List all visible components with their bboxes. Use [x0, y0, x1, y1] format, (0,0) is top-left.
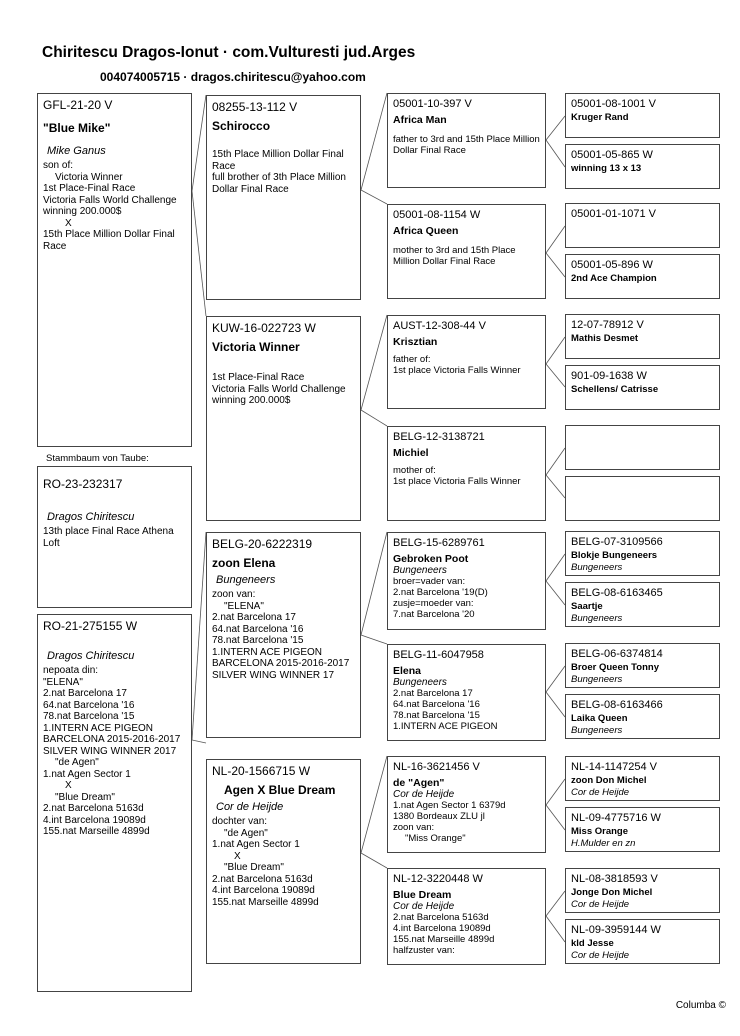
note-line: 1st place Victoria Falls Winner	[393, 365, 521, 376]
note-line: 2.nat Barcelona 5163d	[43, 803, 144, 814]
note-line: 2.nat Barcelona 17	[393, 688, 473, 699]
pigeon-name: Africa Queen	[393, 225, 459, 237]
pigeon-name: Schellens/ Catrisse	[571, 384, 659, 395]
note-line: 64.nat Barcelona '16	[43, 699, 135, 711]
connector-line	[546, 692, 565, 717]
pigeon-name: Gebroken Poot	[393, 553, 469, 565]
note-line: nepoata din:	[43, 665, 99, 676]
parent-card[interactable]	[206, 95, 361, 300]
ring-number: NL-09-4775716 W	[571, 812, 661, 824]
ring-number: NL-16-3621456 V	[393, 761, 480, 773]
note-line: 155.nat Marseille 4899d	[393, 934, 495, 945]
pigeon-name: Saartje	[571, 601, 603, 612]
great-grandparent-card[interactable]	[565, 425, 720, 470]
note-line: halfzuster van:	[393, 945, 455, 956]
pigeon-name: Blue Dream	[393, 889, 452, 901]
ring-number: NL-08-3818593 V	[571, 873, 658, 885]
ring-number: NL-12-3220448 W	[393, 873, 483, 885]
note-line: 15th Place Million Dollar Final Race	[212, 149, 344, 172]
pigeon-name: Africa Man	[393, 114, 447, 126]
note-line: 155.nat Marseille 4899d	[212, 896, 319, 908]
ring-number: BELG-07-3109566	[571, 536, 663, 548]
note-line: 4.int Barcelona 19089d	[393, 923, 491, 934]
connector-line	[361, 532, 387, 635]
note-line: 1.nat Agen Sector 1	[212, 839, 300, 850]
owner-name: Bungeneers	[393, 677, 447, 688]
connector-line	[546, 779, 565, 805]
note-line: "Blue Dream"	[224, 862, 284, 873]
connector-line	[361, 190, 387, 204]
ring-number: BELG-12-3138721	[393, 431, 485, 443]
connector-line	[192, 532, 206, 740]
connector-line	[361, 853, 387, 868]
great-grandparent-card[interactable]	[565, 476, 720, 521]
note-line: father of:	[393, 354, 431, 365]
note-line: X	[65, 217, 72, 229]
connector-line	[546, 140, 565, 167]
owner-name: Bungeneers	[571, 725, 623, 736]
connector-line	[192, 95, 206, 191]
note-line: dochter van:	[212, 816, 268, 827]
page-title: Chiritescu Dragos-Ionut · com.Vulturesti jud.Arges	[42, 44, 416, 61]
note-line: 78.nat Barcelona '15	[43, 711, 135, 722]
great-grandparent-card[interactable]	[565, 919, 720, 964]
ring-number: 12-07-78912 V	[571, 319, 644, 331]
connector-line	[546, 891, 565, 916]
connector-line	[546, 916, 565, 942]
ring-number: 05001-10-397 V	[393, 98, 472, 110]
grandparent-card[interactable]	[387, 756, 546, 853]
connector-line	[192, 740, 206, 743]
ring-number: KUW-16-022723 W	[212, 321, 316, 335]
connector-line	[546, 337, 565, 364]
ring-number: BELG-08-6163465	[571, 587, 663, 599]
note-line: 4.int Barcelona 19089d	[212, 885, 315, 896]
note-line: "de Agen"	[224, 827, 268, 839]
grandparent-card[interactable]	[387, 644, 546, 741]
owner-name: Bungeneers	[393, 565, 447, 576]
note-line: 155.nat Marseille 4899d	[43, 826, 150, 837]
subject-card[interactable]	[37, 93, 192, 447]
owner-name: Cor de Heijde	[571, 787, 630, 798]
ring-number: 05001-05-865 W	[571, 149, 653, 161]
ring-number: 05001-05-896 W	[571, 259, 653, 271]
connector-line	[546, 581, 565, 605]
note-line: son of:	[43, 160, 74, 171]
pigeon-name: Blokje Bungeneers	[571, 550, 658, 561]
grandparent-card[interactable]	[387, 868, 546, 965]
great-grandparent-card[interactable]	[565, 694, 720, 739]
note-line: 2.nat Barcelona 17	[43, 688, 127, 699]
note-line: winning 200.000$	[212, 395, 291, 406]
note-line: Victoria Falls World Challenge	[43, 194, 177, 206]
note-line: 1.nat Agen Sector 1 6379d	[393, 800, 506, 811]
ring-number: AUST-12-308-44 V	[393, 320, 486, 332]
pigeon-name: Victoria Winner	[212, 340, 300, 354]
ring-number: BELG-08-6163466	[571, 699, 663, 711]
pigeon-name: Schirocco	[212, 119, 271, 133]
note-line: 1st Place-Final Race	[43, 183, 136, 194]
owner-name: Cor de Heijde	[216, 801, 284, 813]
note-line: 1380 Bordeaux ZLU jl	[393, 811, 485, 822]
connector-line	[361, 93, 387, 190]
note-line: 2.nat Barcelona 5163d	[393, 912, 489, 923]
ring-number: 05001-08-1001 V	[571, 98, 657, 110]
note-line: Victoria Winner	[55, 171, 123, 183]
parent-card[interactable]	[206, 532, 361, 738]
note-line: broer=vader van:	[393, 576, 466, 587]
connector-line	[546, 666, 565, 692]
great-grandparent-card[interactable]	[565, 868, 720, 913]
ring-number: RO-21-275155 W	[43, 619, 138, 633]
note-line: 13th place Final Race Athena Loft	[43, 526, 174, 549]
note-line: 2.nat Barcelona '19(D)	[393, 587, 488, 598]
ring-number: GFL-21-20 V	[43, 98, 113, 112]
note-line: Victoria Falls World Challenge	[212, 383, 346, 395]
ring-number: BELG-20-6222319	[212, 537, 313, 551]
great-grandparent-card[interactable]	[565, 756, 720, 801]
ring-number: 05001-08-1154 W	[393, 209, 481, 221]
note-line: SILVER WING WINNER 2017	[43, 745, 177, 757]
parent-card[interactable]	[206, 316, 361, 521]
connector-line	[546, 364, 565, 387]
pigeon-name: Krisztian	[393, 336, 438, 348]
owner-name: Cor de Heijde	[571, 950, 630, 961]
note-line: 7.nat Barcelona '20	[393, 609, 475, 620]
connector-line	[546, 253, 565, 277]
note-line: 1st Place-Final Race	[212, 372, 305, 383]
ring-number: 08255-13-112 V	[212, 100, 298, 114]
note-line: full brother of 3th Place Million Dollar Final Race	[212, 172, 346, 195]
note-line: 2.nat Barcelona 17	[212, 612, 296, 623]
connector-line	[361, 410, 387, 426]
pigeon-name: zoon Don Michel	[571, 775, 647, 786]
note-line: 4.int Barcelona 19089d	[43, 814, 146, 826]
pigeon-name: Agen X Blue Dream	[224, 783, 336, 797]
owner-name: Dragos Chiritescu	[47, 511, 135, 523]
connector-line	[546, 475, 565, 498]
note-line: "Blue Dream"	[55, 791, 115, 803]
grandparent-card[interactable]	[387, 315, 546, 409]
great-grandparent-card[interactable]	[565, 203, 720, 248]
great-grandparent-card[interactable]	[565, 314, 720, 359]
owner-name: Dragos Chiritescu	[47, 650, 135, 662]
note-line: X	[234, 850, 241, 862]
ring-number: NL-20-1566715 W	[212, 764, 311, 778]
note-line: mother of:	[393, 465, 436, 476]
pigeon-name: kld Jesse	[571, 938, 614, 949]
pigeon-name: Jonge Don Michel	[571, 887, 653, 898]
ring-number: BELG-11-6047958	[393, 649, 484, 661]
note-line: 1.INTERN ACE PIGEON	[212, 646, 323, 658]
pigeon-name: zoon Elena	[212, 556, 276, 570]
connector-line	[546, 554, 565, 581]
footer-credit: Columba ©	[675, 1000, 726, 1011]
note-line: zusje=moeder van:	[393, 598, 474, 609]
connector-line	[361, 315, 387, 410]
note-line: zoon van:	[393, 822, 435, 833]
note-line: 78.nat Barcelona '15	[212, 635, 304, 646]
pigeon-name: de "Agen"	[393, 777, 445, 789]
great-grandparent-card[interactable]	[565, 643, 720, 688]
great-grandparent-card[interactable]	[565, 365, 720, 410]
note-line: 15th Place Million Dollar Final Race	[43, 229, 175, 252]
connector-line	[546, 448, 565, 475]
pedigree-label: Stammbaum von Taube:	[38, 452, 192, 465]
ring-number: BELG-15-6289761	[393, 537, 485, 549]
ring-number: 901-09-1638 W	[571, 370, 647, 382]
ring-number: NL-14-1147254 V	[571, 761, 658, 773]
great-grandparent-card[interactable]	[565, 93, 720, 138]
owner-name: Cor de Heijde	[393, 901, 455, 912]
note-line: 2.nat Barcelona 5163d	[212, 873, 313, 885]
great-grandparent-card[interactable]	[565, 807, 720, 852]
note-line: "ELENA"	[224, 600, 264, 612]
great-grandparent-card[interactable]	[565, 531, 720, 576]
connector-line	[546, 116, 565, 140]
great-grandparent-card[interactable]	[565, 254, 720, 299]
pigeon-name: "Blue Mike"	[43, 121, 111, 135]
grandparent-card[interactable]	[387, 426, 546, 521]
owner-name: Cor de Heijde	[571, 899, 630, 910]
pigeon-name: Broer Queen Tonny	[571, 662, 659, 673]
ring-number: BELG-06-6374814	[571, 648, 663, 660]
note-line: winning 200.000$	[43, 206, 122, 217]
pigeon-name: Laika Queen	[571, 713, 628, 724]
grandparent-card[interactable]	[387, 532, 546, 630]
note-line: 1.INTERN ACE PIGEON BARCELONA 2015-2016-2017	[43, 722, 181, 745]
great-grandparent-card[interactable]	[565, 144, 720, 189]
note-line: "de Agen"	[55, 757, 99, 768]
connector-line	[546, 226, 565, 253]
owner-name: Bungeneers	[571, 674, 623, 685]
pigeon-name: Mathis Desmet	[571, 333, 639, 344]
ring-number: NL-09-3959144 W	[571, 924, 661, 936]
pigeon-name: Michiel	[393, 447, 429, 459]
pigeon-card[interactable]	[37, 466, 192, 608]
note-line: 1st place Victoria Falls Winner	[393, 476, 521, 487]
note-line: zoon van:	[212, 589, 256, 600]
ring-number: 05001-01-1071 V	[571, 208, 657, 220]
owner-name: Bungeneers	[571, 562, 623, 573]
owner-name: Mike Ganus	[47, 145, 106, 157]
note-line: 78.nat Barcelona '15	[393, 710, 480, 721]
note-line: mother to 3rd and 15th Place Million Dollar Final Race	[393, 245, 516, 267]
owner-name: H.Mulder en zn	[571, 838, 636, 849]
parent-card[interactable]	[206, 759, 361, 964]
note-line: 1.nat Agen Sector 1	[43, 768, 131, 780]
connector-line	[361, 635, 387, 644]
pigeon-card[interactable]	[37, 614, 192, 992]
note-line: 1.INTERN ACE PIGEON	[393, 721, 498, 732]
note-line: SILVER WING WINNER 17	[212, 669, 335, 681]
great-grandparent-card[interactable]	[565, 582, 720, 627]
grandparent-card[interactable]	[387, 93, 546, 188]
owner-name: Bungeneers	[216, 574, 276, 586]
note-line: "ELENA"	[43, 676, 83, 688]
pigeon-name: winning 13 x 13	[571, 163, 642, 174]
note-line: X	[65, 780, 72, 791]
note-line: "Miss Orange"	[405, 833, 466, 844]
owner-name: Cor de Heijde	[393, 789, 455, 800]
pigeon-name: Elena	[393, 665, 422, 677]
note-line: 64.nat Barcelona '16	[212, 623, 304, 635]
note-line: 64.nat Barcelona '16	[393, 699, 480, 710]
connector-line	[546, 805, 565, 830]
pigeon-name: 2nd Ace Champion	[571, 273, 657, 284]
pigeon-name: Miss Orange	[571, 826, 629, 837]
contact-line: 004074005715 · dragos.chiritescu@yahoo.com	[100, 70, 366, 84]
pigeon-name: Kruger Rand	[571, 112, 629, 123]
note-line: father to 3rd and 15th Place Million Dollar Final Race	[393, 134, 540, 156]
owner-name: Bungeneers	[571, 613, 623, 624]
note-line: BARCELONA 2015-2016-2017	[212, 658, 350, 669]
connector-line	[192, 191, 206, 316]
ring-number: RO-23-232317	[43, 477, 123, 491]
connector-line	[361, 756, 387, 853]
grandparent-card[interactable]	[387, 204, 546, 299]
